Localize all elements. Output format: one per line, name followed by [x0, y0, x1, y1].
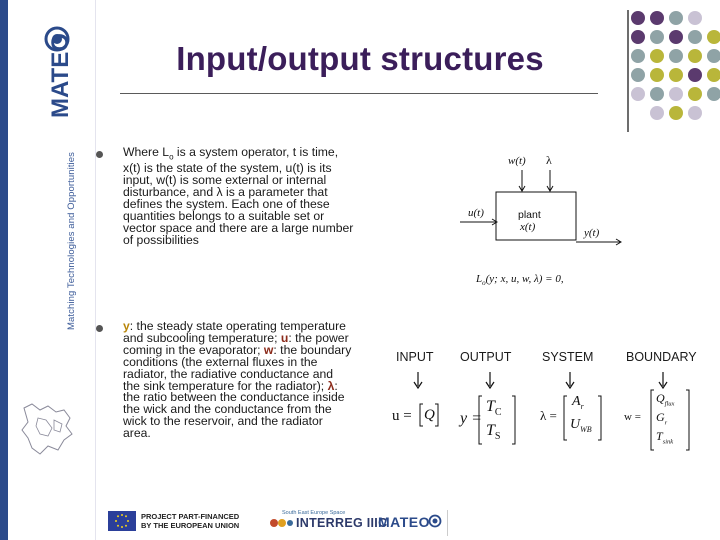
europe-map-icon	[18, 400, 76, 460]
boundary-g: G	[656, 410, 665, 424]
diagram-y-label: y(t)	[584, 227, 600, 239]
bullet2-t2: : the power coming in the evaporator;	[123, 330, 349, 357]
sidebar-tagline: Matching Technologies and Opportunities	[66, 151, 77, 330]
eu-line-1: PROJECT PART-FINANCED	[141, 512, 240, 521]
boundary-sub-sink: sink	[662, 438, 674, 446]
equation-sub: o	[482, 279, 486, 287]
bullet-marker-2	[96, 325, 103, 332]
input-lhs: u =	[392, 408, 412, 424]
output-t1: T	[486, 398, 495, 415]
bullet2-t4: : the ratio between the conductance inside the wick and the conductance from the wick to the reservoir, and the radiator area.	[123, 378, 345, 441]
diagram-lambda-label: λ	[546, 153, 552, 167]
input-q: Q	[424, 407, 435, 423]
bullet2-w: w	[263, 342, 274, 357]
bullet2-lambda: λ	[327, 378, 335, 393]
boundary-qflux	[656, 391, 674, 407]
equation-rest: (y; x, u, w, λ) = 0,	[485, 273, 564, 285]
interreg-logo-text: INTERREG IIIC	[296, 516, 388, 530]
bullet-text-2	[123, 321, 353, 440]
bullet-marker-1	[96, 151, 103, 158]
bullet1-text: is a system operator, t is time, x(t) is the state of the system, u(t) is its input, w(t) is some external or internal disturbance, and λ is a parameter that defines the system. Each one of these quantities belongs to a suitable set or vector space and there are a large number of possibilities	[123, 145, 354, 247]
diagram-x-label: x(t)	[520, 221, 536, 233]
output-sub-c: C	[494, 407, 502, 419]
bullet2-y: y	[123, 319, 130, 333]
boundary-gr	[656, 410, 667, 426]
slide-title: Input/output structures	[176, 40, 544, 77]
footer-mateo-mark-icon	[428, 514, 442, 528]
diagram-plant-label: plant	[518, 209, 541, 221]
boundary-lhs: w =	[624, 411, 641, 423]
footer-mateo-logo: MATEO	[378, 514, 431, 530]
boundary-sub-r: r	[664, 419, 668, 427]
diagram-u-label: u(t)	[468, 207, 484, 219]
brand-strip	[0, 0, 8, 540]
header-input: INPUT	[396, 350, 434, 364]
output-sub-s: S	[494, 431, 501, 443]
variable-table	[380, 350, 720, 460]
boundary-tsink	[656, 429, 673, 445]
system-ar	[572, 394, 584, 411]
bullet-text-1	[123, 147, 355, 247]
equation-l: L	[476, 273, 483, 285]
bullet2-u: u	[280, 330, 289, 345]
header-boundary: BOUNDARY	[626, 350, 697, 364]
bullet2-t3: : the boundary conditions (the external fluxes in the radiator, the radiative conductance and the sink temperature for the radiator);	[123, 342, 352, 393]
interreg-subtitle: South East Europe Space	[282, 510, 346, 516]
mateo-logo	[40, 26, 76, 122]
header-output: OUTPUT	[460, 350, 512, 364]
diagram-w-label: w(t)	[508, 155, 526, 167]
header-system: SYSTEM	[542, 350, 594, 364]
system-u: U	[570, 417, 581, 432]
decor-dot-grid	[612, 10, 720, 132]
system-a: A	[572, 394, 581, 409]
system-sub-wb: WB	[580, 424, 592, 434]
diagram-equation	[475, 273, 564, 287]
boundary-q: Q	[656, 391, 665, 405]
bullet1-pre: Where L	[123, 145, 170, 159]
footer-separator	[447, 510, 448, 536]
interreg-mark-icon	[268, 514, 294, 532]
eu-flag-icon	[108, 511, 136, 531]
bullet1-sub: o	[169, 152, 174, 162]
eu-funding-text	[141, 512, 239, 530]
output-t2: T	[486, 422, 495, 439]
output-tc	[486, 398, 502, 418]
boundary-t: T	[656, 429, 663, 443]
plant-block-diagram	[452, 148, 627, 296]
eu-line-2: BY THE EUROPEAN UNION	[141, 521, 240, 530]
system-sub-r: r	[580, 401, 584, 411]
system-uwb	[570, 417, 592, 434]
output-ts	[486, 422, 500, 442]
output-lhs: y =	[460, 410, 482, 427]
system-lhs: λ =	[540, 408, 557, 423]
boundary-sub-flux: flux	[664, 400, 675, 408]
title-divider	[120, 93, 598, 94]
bullet2-t1: : the steady state operating temperature and subcooling temperature;	[123, 319, 346, 345]
logo-text: MATEO	[47, 33, 74, 118]
